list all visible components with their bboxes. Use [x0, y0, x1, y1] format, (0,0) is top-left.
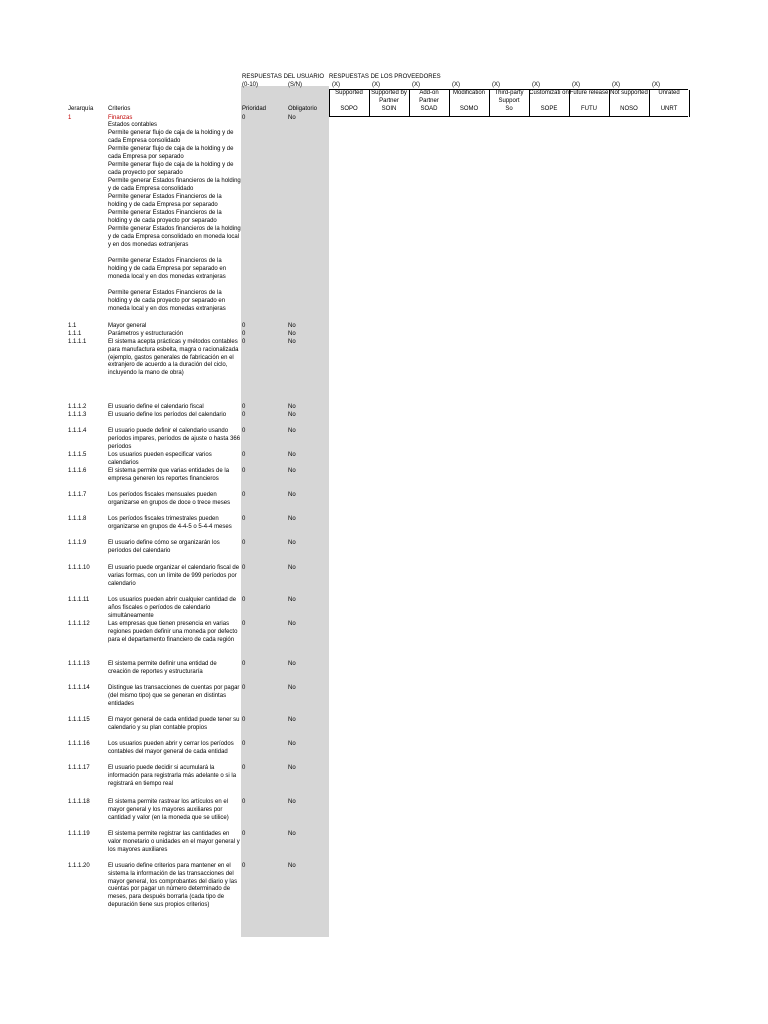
row-criterion: Permite generar Estados financieros de la holding y de cada Empresa consolidado en moneda local y en dos monedas extranjeras: [108, 226, 241, 248]
row-mandatory[interactable]: No: [288, 799, 296, 805]
mandatory-column-header: Obligatorio: [288, 106, 318, 112]
vendor-column-code: SOPO: [340, 106, 358, 112]
row-criterion: Permite generar Estados Financieros de la holding y de cada proyecto por separado en moneda local y en dos monedas extranjeras: [108, 290, 226, 312]
row-hierarchy-id: 1.1.1.4: [68, 428, 87, 434]
row-hierarchy-id: 1.1.1.12: [68, 621, 90, 627]
row-criterion: El usuario puede decidir si acumulará la información para registrarla más adelante o si la registrará en tiempo real: [108, 765, 237, 787]
row-mandatory[interactable]: No: [288, 516, 296, 522]
row-hierarchy-id: 1.1.1.1: [68, 339, 87, 345]
row-hierarchy-id: 1.1.1.5: [68, 452, 87, 458]
vendor-column-code: FUTU: [581, 106, 597, 112]
priority-column-header: Prioridad: [242, 106, 267, 112]
x-mark: (X): [492, 82, 500, 88]
row-criterion: El sistema permite que varias entidades de la empresa generen los reportes financieros: [108, 468, 230, 482]
vendor-column-label: Add-on Partner: [419, 90, 439, 104]
x-mark: (X): [412, 82, 420, 88]
row-priority[interactable]: 0: [242, 412, 246, 418]
row-hierarchy-id: 1.1.1.2: [68, 404, 87, 410]
row-hierarchy-id: 1.1.1.18: [68, 799, 90, 805]
row-hierarchy-id: 1.1: [68, 323, 77, 329]
mandatory-scale: (S/N): [288, 82, 302, 88]
row-hierarchy-id: 1.1.1.16: [68, 741, 90, 747]
row-criterion: El sistema acepta prácticas y métodos contables para manufactura esbelta, magra o racionalizada (ejemplo, gastos generales de fabricación en el extranjero de acuerdo a la duración del ciclo, incluyendo la mano de obra): [108, 339, 239, 377]
row-priority[interactable]: 0: [242, 540, 246, 546]
row-criterion: Permite generar Estados Financieros de la holding y de cada proyecto por separado: [108, 210, 222, 224]
row-hierarchy-id: 1.1.1: [68, 331, 82, 337]
row-hierarchy-id: 1.1.1.20: [68, 863, 90, 869]
row-priority[interactable]: 0: [242, 621, 246, 627]
row-hierarchy-id: 1.1.1.10: [68, 565, 90, 571]
x-mark: (X): [332, 82, 340, 88]
x-mark: (X): [452, 82, 460, 88]
row-priority[interactable]: 0: [242, 831, 246, 837]
row-criterion: El usuario define el calendario fiscal: [108, 404, 204, 410]
row-priority[interactable]: 0: [242, 404, 246, 410]
row-hierarchy-id: 1.1.1.11: [68, 597, 90, 603]
vendor-column-label: Modification: [452, 90, 485, 96]
row-criterion: Finanzas: [108, 115, 133, 121]
row-mandatory[interactable]: No: [288, 863, 296, 869]
row-criterion: El usuario puede definir el calendario usando períodos impares, períodos de ajuste o hasta 366 períodos: [108, 428, 241, 450]
row-hierarchy-id: 1.1.1.17: [68, 765, 90, 771]
row-priority[interactable]: 0: [242, 452, 246, 458]
row-priority[interactable]: 0: [242, 516, 246, 522]
row-criterion: Parámetros y estructuración: [108, 331, 184, 337]
row-hierarchy-id: 1.1.1.15: [68, 717, 90, 723]
row-priority[interactable]: 0: [242, 765, 246, 771]
row-priority[interactable]: 0: [242, 323, 246, 329]
row-hierarchy-id: 1.1.1.6: [68, 468, 87, 474]
vendor-column-label: Not supported: [610, 90, 648, 96]
row-priority[interactable]: 0: [242, 468, 246, 474]
row-priority[interactable]: 0: [242, 565, 246, 571]
column-border: [689, 90, 690, 117]
row-criterion: El sistema permite rastrear los artículos en el mayor general y los mayores auxiliares por cantidad y valor (en la moneda que se utilice): [108, 799, 229, 821]
user-response-group-header: RESPUESTAS DEL USUARIO: [242, 74, 325, 80]
row-criterion: Los usuarios pueden abrir y cerrar los períodos contables del mayor general de cada entidad: [108, 741, 234, 755]
row-mandatory[interactable]: No: [288, 452, 296, 458]
row-criterion: El mayor general de cada entidad puede tener su calendario y su plan contable propios: [108, 717, 240, 731]
row-mandatory[interactable]: No: [288, 339, 296, 345]
row-criterion: El usuario define criterios para mantener en el sistema la información de las transacciones del mayor general, los comprobantes del diario y las cuentas por pagar un número determinado de meses, para después borrarla (cada tipo de depuración tiene sus propios criterios): [108, 863, 238, 908]
user-response-column-shading: [241, 86, 329, 937]
vendor-column-code: UNRT: [660, 106, 678, 112]
vendor-column-code: So: [505, 106, 513, 112]
row-criterion: Los períodos fiscales trimestrales pueden organizarse en grupos de 4-4-5 o 5-4-4 meses: [108, 516, 232, 530]
vendor-column-code: SOPE: [540, 106, 558, 112]
row-criterion: El sistema permite registrar las cantidades en valor monetario o unidades en el mayor general y los mayores auxiliares: [108, 831, 240, 853]
row-mandatory[interactable]: No: [288, 412, 296, 418]
row-mandatory[interactable]: No: [288, 404, 296, 410]
row-priority[interactable]: 0: [242, 741, 246, 747]
row-criterion: Los usuarios pueden especificar varios calendarios: [108, 452, 212, 466]
vendor-column-code: SOMO: [459, 106, 479, 112]
row-mandatory[interactable]: No: [288, 540, 296, 546]
row-hierarchy-id: 1.1.1.3: [68, 412, 87, 418]
row-criterion: El usuario define los períodos del calendario: [108, 412, 227, 418]
x-mark: (X): [532, 82, 540, 88]
row-criterion: Permite generar Estados Financieros de la holding y de cada Empresa por separado en moneda local y en dos monedas extranjeras: [108, 258, 227, 280]
row-mandatory[interactable]: No: [288, 831, 296, 837]
row-criterion: Permite generar flujo de caja de la holding y de cada Empresa por separado: [108, 146, 234, 160]
vendor-column-label: Customizati on: [529, 90, 569, 96]
row-hierarchy-id: 1: [68, 115, 72, 121]
header-bottom-border: [329, 116, 688, 117]
vendor-column-code: SOIN: [381, 106, 397, 112]
row-priority[interactable]: 0: [242, 331, 246, 337]
row-mandatory[interactable]: No: [288, 492, 296, 498]
x-mark: (X): [572, 82, 580, 88]
row-mandatory[interactable]: No: [288, 323, 296, 329]
row-mandatory[interactable]: No: [288, 717, 296, 723]
row-mandatory[interactable]: No: [288, 685, 296, 691]
row-mandatory[interactable]: No: [288, 565, 296, 571]
row-criterion: Estados contables: [108, 122, 158, 128]
row-hierarchy-id: 1.1.1.8: [68, 516, 87, 522]
row-mandatory[interactable]: No: [288, 661, 296, 667]
row-priority[interactable]: 0: [242, 661, 246, 667]
row-mandatory[interactable]: No: [288, 428, 296, 434]
row-mandatory[interactable]: No: [288, 331, 296, 337]
vendor-response-group-header: RESPUESTAS DE LOS PROVEEDORES: [329, 74, 441, 80]
row-criterion: Permite generar flujo de caja de la holding y de cada proyecto por separado: [108, 162, 234, 176]
row-hierarchy-id: 1.1.1.13: [68, 661, 90, 667]
row-hierarchy-id: 1.1.1.19: [68, 831, 90, 837]
row-criterion: Distingue las transacciones de cuentas por pagar (del mismo tipo) que se generan en distintas entidades: [108, 685, 240, 707]
row-criterion: El usuario puede organizar el calendario fiscal de varias formas, con un límite de 999 períodos por calendario: [108, 565, 240, 587]
row-hierarchy-id: 1.1.1.9: [68, 540, 87, 546]
row-priority[interactable]: 0: [242, 115, 246, 121]
row-priority[interactable]: 0: [242, 717, 246, 723]
vendor-column-label: Unrated: [658, 90, 680, 96]
row-priority[interactable]: 0: [242, 597, 246, 603]
vendor-column-code: NOSO: [620, 106, 638, 112]
row-mandatory[interactable]: No: [288, 115, 296, 121]
x-mark: (X): [372, 82, 380, 88]
row-criterion: Mayor general: [108, 323, 147, 329]
row-mandatory[interactable]: No: [288, 741, 296, 747]
row-priority[interactable]: 0: [242, 492, 246, 498]
row-criterion: El usuario define cómo se organizarán los períodos del calendario: [108, 540, 220, 554]
row-mandatory[interactable]: No: [288, 468, 296, 474]
row-hierarchy-id: 1.1.1.7: [68, 492, 87, 498]
row-criterion: Los períodos fiscales mensuales pueden organizarse en grupos de doce o trece meses: [108, 492, 231, 506]
row-mandatory[interactable]: No: [288, 597, 296, 603]
hierarchy-column-header: Jerarquía: [68, 106, 94, 112]
row-priority[interactable]: 0: [242, 799, 246, 805]
vendor-column-label: Supported: [335, 90, 363, 96]
row-priority[interactable]: 0: [242, 863, 246, 869]
row-hierarchy-id: 1.1.1.14: [68, 685, 90, 691]
vendor-column-label: Supported by Partner: [371, 90, 407, 104]
row-criterion: Permite generar flujo de caja de la holding y de cada Empresa consolidado: [108, 130, 234, 144]
row-criterion: Permite generar Estados Financieros de la holding y de cada Empresa por separado: [108, 194, 222, 208]
criteria-column-header: Criterios: [108, 106, 131, 112]
x-mark: (X): [652, 82, 660, 88]
row-criterion: Los usuarios pueden abrir cualquier cantidad de años fiscales o períodos de calendario simultáneamente: [108, 597, 237, 619]
row-criterion: Permite generar Estados financieros de la holding y de cada Empresa consolidado: [108, 178, 241, 192]
priority-scale: (0-10): [242, 82, 259, 88]
row-criterion: Las empresas que tienen presencia en varias regiones pueden definir una moneda por defecto para el departamento financiero de cada región: [108, 621, 238, 643]
row-mandatory[interactable]: No: [288, 621, 296, 627]
row-priority[interactable]: 0: [242, 685, 246, 691]
vendor-column-label: Future release: [569, 90, 609, 96]
vendor-column-code: SOAD: [420, 106, 438, 112]
vendor-column-label: Third-party Support: [494, 90, 524, 104]
row-priority[interactable]: 0: [242, 428, 246, 434]
row-priority[interactable]: 0: [242, 339, 246, 345]
x-mark: (X): [612, 82, 620, 88]
row-mandatory[interactable]: No: [288, 765, 296, 771]
row-criterion: El sistema permite definir una entidad de creación de reportes y estructuraría: [108, 661, 217, 675]
